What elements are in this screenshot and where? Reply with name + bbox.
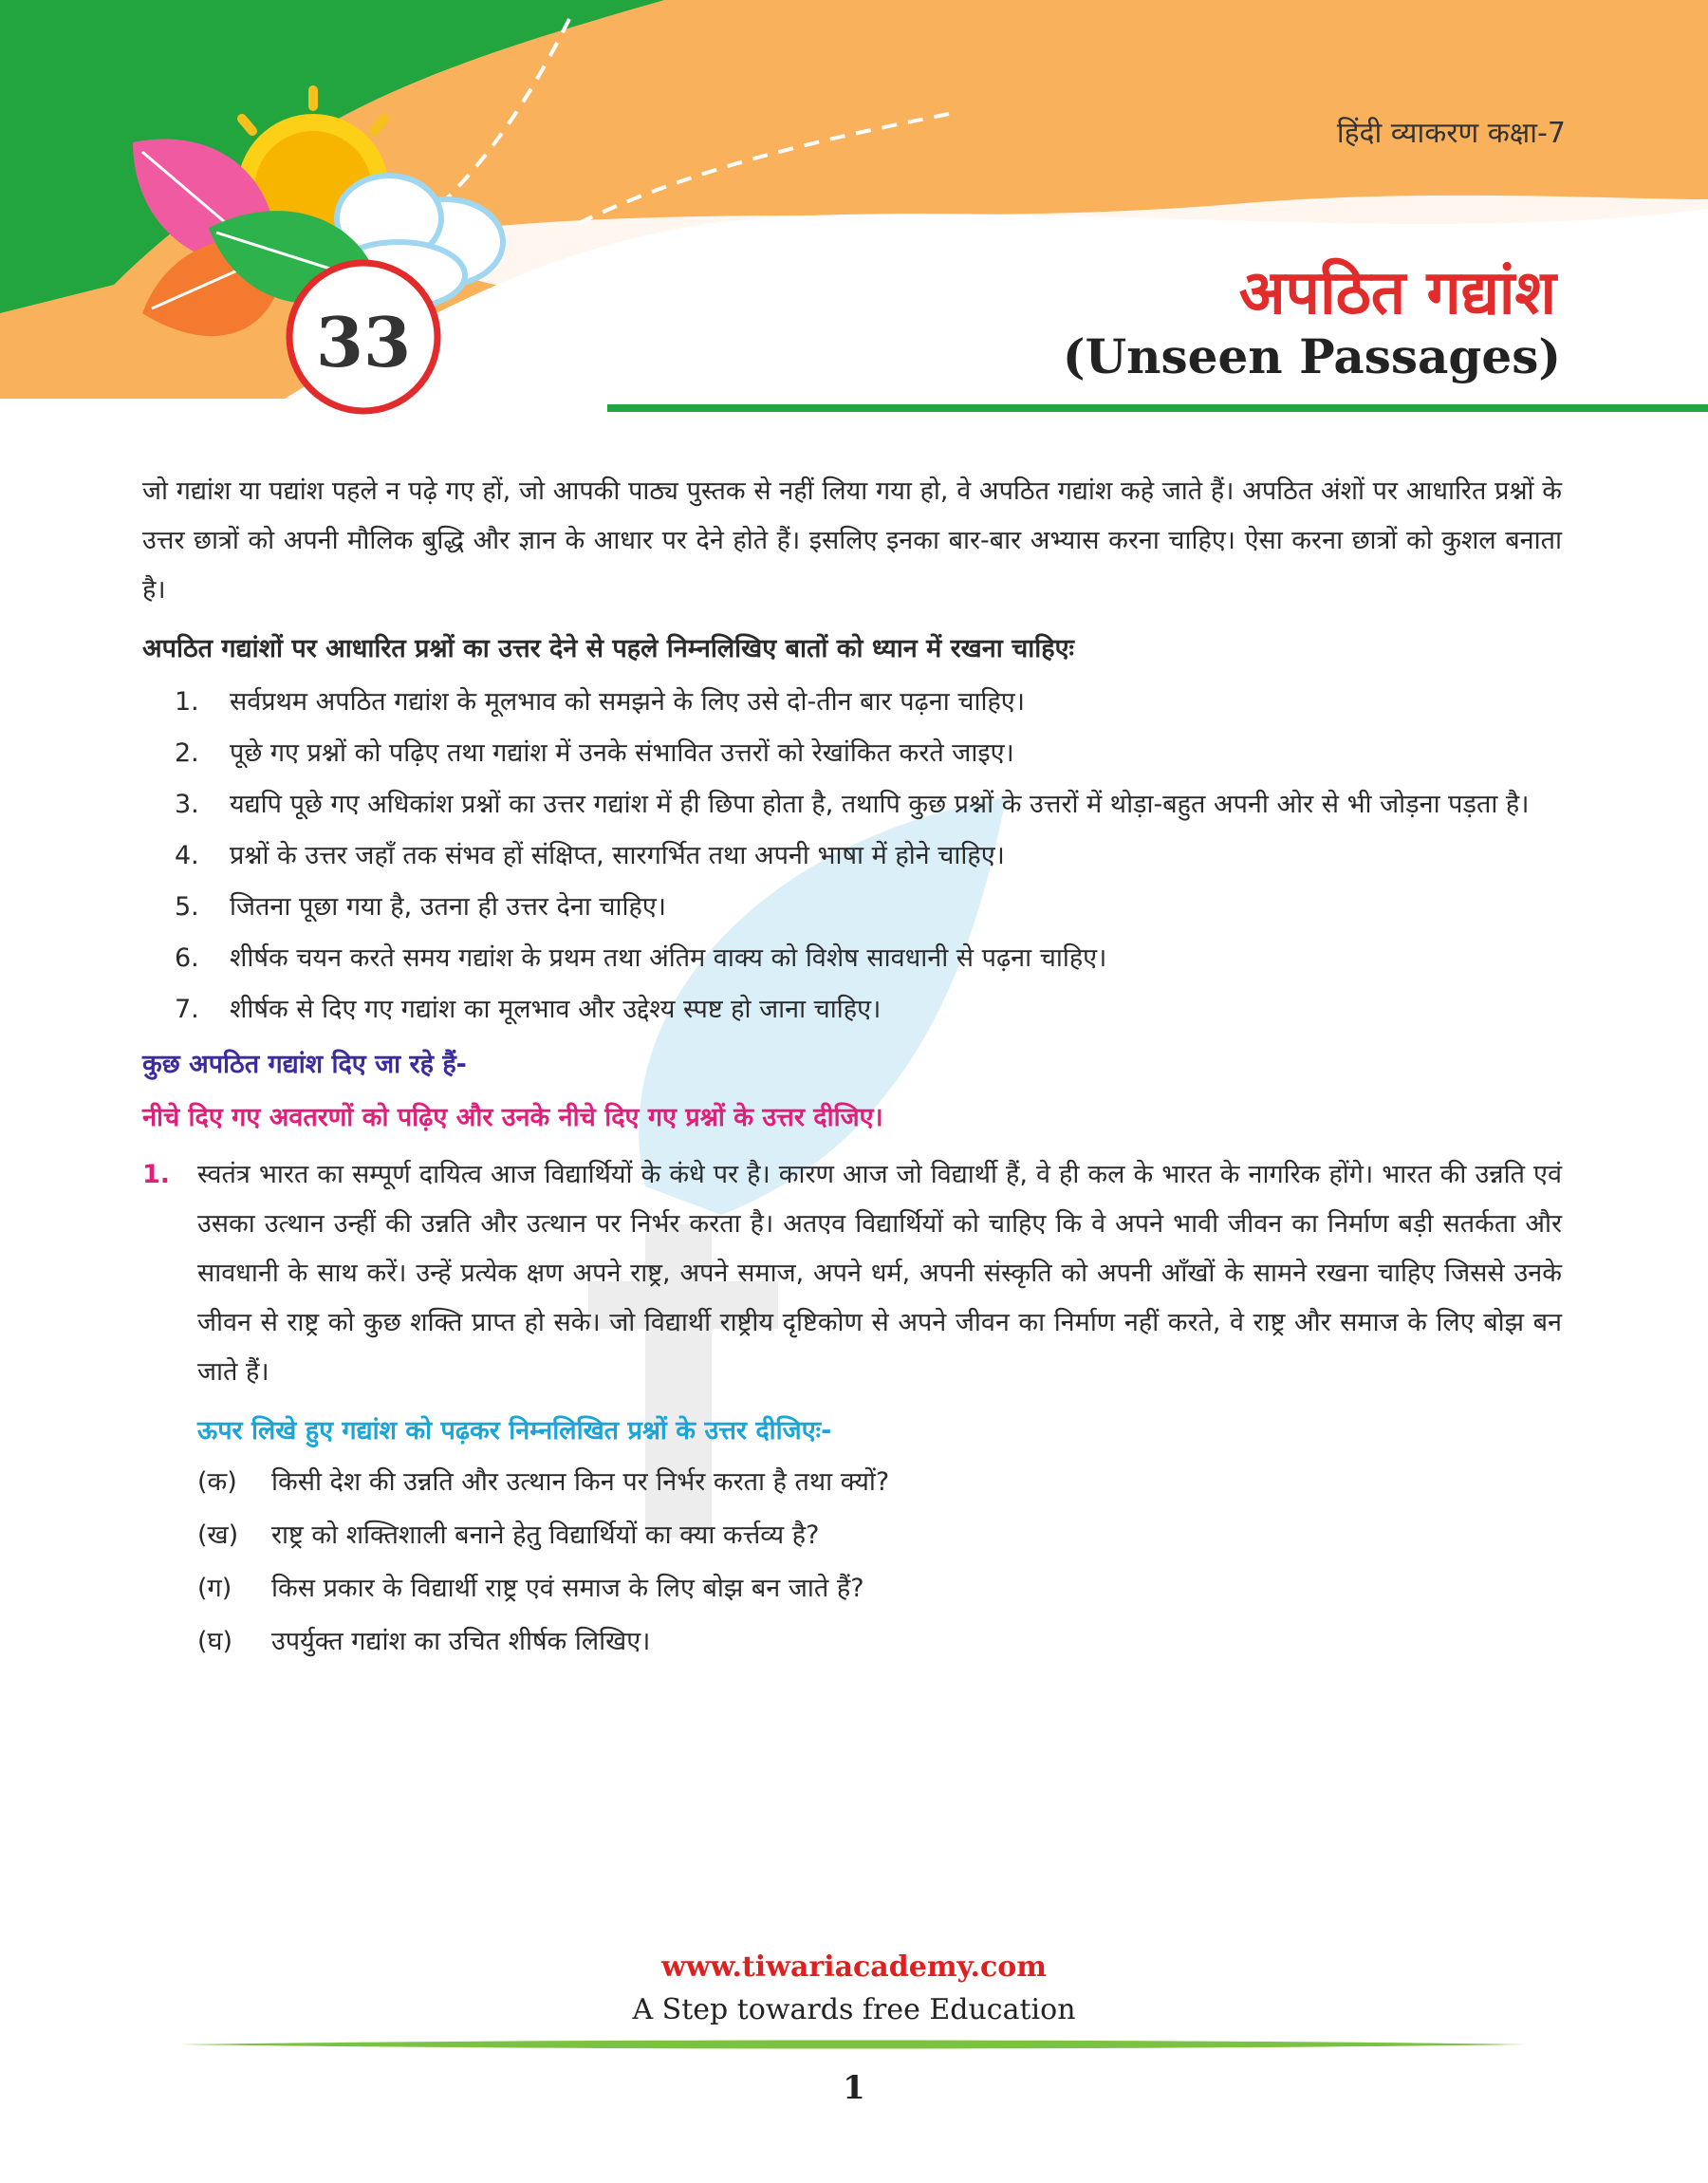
chapter-subtitle: (Unseen Passages) xyxy=(1062,328,1561,384)
guidelines-list xyxy=(142,678,1562,1035)
list-item: 7. शीर्षक से दिए गए गद्यांश का मूलभाव और उद्देश्य स्पष्ट हो जाना चाहिए। xyxy=(175,995,882,1024)
passage-1 xyxy=(142,1150,1562,1397)
list-item: (ग) किस प्रकार के विद्यार्थी राष्ट्र एवं समाज के लिए बोझ बन जाते हैं? xyxy=(197,1574,864,1603)
list-item: (क) किसी देश की उन्नति और उत्थान किन पर निर्भर करता है तथा क्यों? xyxy=(197,1467,890,1497)
list-item: (ख) राष्ट्र को शक्तिशाली बनाने हेतु विद्यार्थियों का क्या कर्त्तव्य है? xyxy=(197,1521,820,1550)
passage-number: 1. xyxy=(142,1160,171,1189)
header-divider xyxy=(607,404,1708,412)
intro-paragraph: जो गद्यांश या पद्यांश पहले न पढ़े गए हों, जो आपकी पाठ्य पुस्तक से नहीं लिया गया हो, वे अपठित गद्यांश कहे जाते हैं। अपठित अंशों पर आधारित प्रश्नों के उत्तर छात्रों को अपनी मौलिक बुद्धि और ज्ञान के आधार पर देने होते हैं। इसलिए इनका बार-बार अभ्यास करना चाहिए। ऐसा करना छात्रों को कुशल बनाता है। xyxy=(142,476,1562,605)
page-number: 1 xyxy=(843,2069,865,2107)
footer-url-link[interactable]: www.tiwariacademy.com xyxy=(660,1950,1048,1984)
list-item: 5. जितना पूछा गया है, उतना ही उत्तर देना चाहिए। xyxy=(175,892,667,922)
list-item: 3. यद्यपि पूछे गए अधिकांश प्रश्नों का उत्तर गद्यांश में ही छिपा होता है, तथापि कुछ प्रश्नों के उत्तरों में थोड़ा-बहुत अपनी ओर से भी जोड़ना पड़ता है। xyxy=(175,790,1530,819)
chapter-title: अपठित गद्यांश xyxy=(1238,258,1556,328)
list-item: 6. शीर्षक चयन करते समय गद्यांश के प्रथम तथा अंतिम वाक्य को विशेष सावधानी से पढ़ना चाहिए। xyxy=(175,943,1107,973)
section-intro: कुछ अपठित गद्यांश दिए जा रहे हैं- xyxy=(142,1050,467,1079)
guidelines-heading: अपठित गद्यांशों पर आधारित प्रश्नों का उत्तर देने से पहले निम्नलिखिए बातों को ध्यान में रखना चाहिएः xyxy=(142,634,1074,663)
list-item: 2. पूछे गए प्रश्नों को पढ़िए तथा गद्यांश में उनके संभावित उत्तरों को रेखांकित करते जाइए। xyxy=(175,738,1014,768)
passage-text: स्वतंत्र भारत का सम्पूर्ण दायित्व आज विद्यार्थियों के कंधे पर है। कारण आज जो विद्यार्थी हैं, वे ही कल के भारत के नागरिक होंगे। भारत की उन्नति एवं उसका उत्थान उन्हीं की उन्नति और उत्थान पर निर्भर करता है। अतएव विद्यार्थियों को चाहिए कि वे अपने भावी जीवन का निर्माण बड़ी सतर्कता और सावधानी के साथ करें। उन्हें प्रत्येक क्षण अपने राष्ट्र, अपने समाज, अपने धर्म, अपनी संस्कृति को अपनी आँखों के सामने रखना चाहिए जिससे उनके जीवन से राष्ट्र को कुछ शक्ति प्राप्त हो सके। जो विद्यार्थी राष्ट्रीय दृष्टिकोण से अपने जीवन का निर्माण नहीं करते, वे राष्ट्र और समाज के लिए बोझ बन जाते हैं। xyxy=(197,1160,1562,1387)
questions-list xyxy=(197,1458,1562,1667)
footer-tagline: A Step towards free Education xyxy=(632,1993,1076,2026)
instruction: नीचे दिए गए अवतरणों को पढ़िए और उनके नीचे दिए गए प्रश्नों के उत्तर दीजिए। xyxy=(142,1103,883,1132)
list-item: 1. सर्वप्रथम अपठित गद्यांश के मूलभाव को समझने के लिए उसे दो-तीन बार पढ़ना चाहिए। xyxy=(175,687,1025,717)
page-content xyxy=(142,467,1562,1670)
list-item: (घ) उपर्युक्त गद्यांश का उचित शीर्षक लिखिए। xyxy=(197,1627,651,1656)
questions-heading: ऊपर लिखे हुए गद्यांश को पढ़कर निम्नलिखित प्रश्नों के उत्तर दीजिएः- xyxy=(197,1416,832,1446)
chapter-number: 33 xyxy=(315,302,412,382)
footer-divider xyxy=(180,2039,1528,2050)
book-title: हिंदी व्याकरण कक्षा-7 xyxy=(1336,117,1566,150)
list-item: 4. प्रश्नों के उत्तर जहाँ तक संभव हों संक्षिप्त, सारगर्भित तथा अपनी भाषा में होने चाहिए। xyxy=(175,841,1005,870)
